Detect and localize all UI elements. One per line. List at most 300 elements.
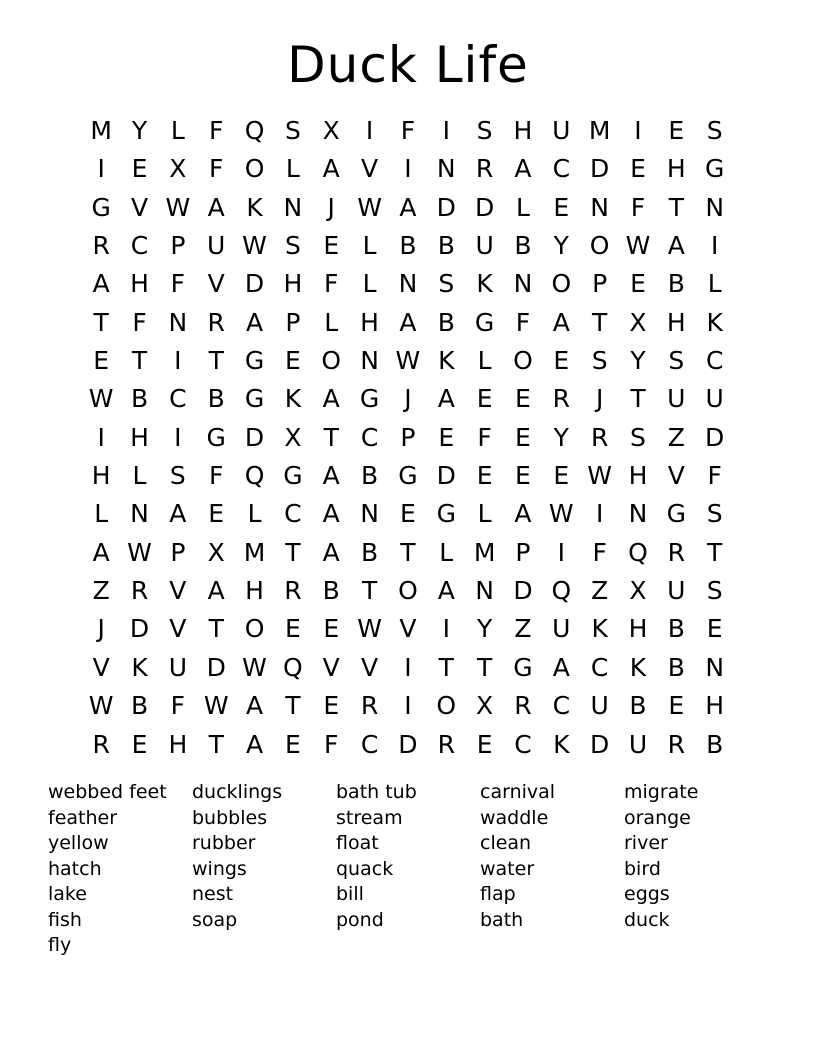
word-bank-item: duck xyxy=(624,908,670,931)
grid-letter: B xyxy=(667,652,685,682)
grid-letter: I xyxy=(442,116,450,145)
grid-letter: V xyxy=(361,154,379,184)
grid-letter: R xyxy=(667,729,686,759)
grid-letter: B xyxy=(629,691,647,721)
grid-letter: V xyxy=(322,652,340,682)
grid-letter: U xyxy=(552,614,571,644)
grid-letter: T xyxy=(400,537,416,567)
grid-letter: M xyxy=(90,116,112,145)
grid-letter: Q xyxy=(244,461,265,491)
grid-letter: S xyxy=(284,231,301,261)
grid-letter: I xyxy=(557,537,565,567)
word-bank-item: stream xyxy=(336,806,403,829)
grid-letter: P xyxy=(592,269,608,299)
grid-letter: B xyxy=(437,231,455,261)
grid-letter: N xyxy=(130,499,149,529)
grid-letter: I xyxy=(97,154,105,184)
grid-letter: E xyxy=(476,461,493,491)
grid-letter: H xyxy=(130,422,149,452)
grid-letter: G xyxy=(704,154,725,184)
grid-letter: H xyxy=(628,614,648,644)
grid-letter: I xyxy=(174,346,182,376)
word-bank-item: fly xyxy=(48,934,72,956)
word-bank-item: river xyxy=(624,832,668,854)
word-bank-item: nest xyxy=(192,883,234,905)
grid-letter: W xyxy=(357,192,382,222)
grid-letter: W xyxy=(625,231,651,261)
grid-letter: H xyxy=(360,307,379,337)
grid-letter: F xyxy=(324,269,339,299)
grid-letter: A xyxy=(322,154,340,184)
grid-letter: G xyxy=(474,307,495,337)
grid-letter: E xyxy=(438,422,455,452)
grid-letter: Z xyxy=(667,422,685,452)
grid-letter: D xyxy=(436,461,456,491)
grid-letter: X xyxy=(169,154,187,184)
grid-letter: E xyxy=(323,231,340,261)
word-bank-item: migrate xyxy=(624,781,699,803)
grid-letter: C xyxy=(705,346,724,376)
grid-letter: L xyxy=(362,269,377,299)
word-bank xyxy=(48,780,768,959)
grid-letter: E xyxy=(553,461,570,491)
grid-letter: F xyxy=(324,729,339,759)
grid-letter: T xyxy=(476,652,493,682)
word-bank-item: flap xyxy=(480,883,516,905)
grid-letter: W xyxy=(357,614,382,644)
grid-letter: U xyxy=(705,384,724,414)
grid-letter: T xyxy=(323,422,339,452)
word-bank-item: bath tub xyxy=(336,781,417,803)
word-bank-item: water xyxy=(480,857,535,880)
grid-letter: W xyxy=(395,346,421,376)
word-bank-item: float xyxy=(336,832,379,854)
grid-letter: E xyxy=(131,729,148,759)
grid-letter: W xyxy=(587,461,612,491)
grid-letter: R xyxy=(475,154,494,184)
grid-letter: A xyxy=(92,537,110,567)
grid-letter: L xyxy=(515,192,530,222)
grid-letter: X xyxy=(629,307,647,337)
grid-letter: V xyxy=(169,576,187,606)
grid-letter: Q xyxy=(244,116,265,145)
grid-letter: U xyxy=(628,729,648,759)
grid-letter: O xyxy=(244,154,265,184)
grid-letter: A xyxy=(552,652,570,682)
grid-letter: L xyxy=(324,307,339,337)
grid-letter: E xyxy=(284,346,301,376)
grid-letter: F xyxy=(209,154,224,184)
grid-letter: F xyxy=(707,461,722,491)
grid-letter: H xyxy=(513,116,533,145)
grid-letter: E xyxy=(553,192,570,222)
grid-letter: I xyxy=(634,116,642,145)
grid-letter: F xyxy=(477,422,492,452)
grid-letter: Z xyxy=(591,576,609,606)
grid-letter: R xyxy=(92,231,110,261)
grid-letter: R xyxy=(552,384,570,414)
grid-letter: P xyxy=(285,307,301,337)
grid-letter: Q xyxy=(283,652,303,682)
grid-letter: T xyxy=(208,729,224,759)
grid-letter: L xyxy=(439,537,454,567)
grid-letter: W xyxy=(88,384,114,414)
grid-letter: X xyxy=(476,691,494,721)
grid-letter: G xyxy=(283,461,303,491)
grid-letter: K xyxy=(284,384,302,414)
grid-letter: A xyxy=(667,231,685,261)
grid-letter: Q xyxy=(551,576,572,606)
word-bank-item: carnival xyxy=(480,781,556,803)
grid-letter: H xyxy=(168,729,188,759)
grid-letter: N xyxy=(590,192,609,222)
grid-letter: A xyxy=(399,192,417,222)
grid-letter: W xyxy=(242,231,267,261)
grid-letter: A xyxy=(207,192,225,222)
grid-letter: N xyxy=(283,192,303,222)
grid-letter: H xyxy=(91,461,111,491)
grid-letter: B xyxy=(207,384,225,414)
grid-letter: Y xyxy=(630,346,646,376)
grid-letter: S xyxy=(706,576,723,606)
grid-letter: N xyxy=(168,307,188,337)
page-title: Duck Life xyxy=(287,36,529,94)
grid-letter: B xyxy=(130,691,149,721)
grid-letter: I xyxy=(174,422,182,452)
grid-letter: G xyxy=(244,346,265,376)
grid-letter: F xyxy=(630,192,646,222)
grid-letter: A xyxy=(245,729,264,759)
word-bank-item: bath xyxy=(480,908,524,931)
grid-letter: T xyxy=(592,307,608,337)
grid-letter: I xyxy=(404,691,412,721)
word-bank-item: orange xyxy=(624,806,691,829)
grid-letter: C xyxy=(552,154,571,184)
grid-letter: O xyxy=(513,346,533,376)
grid-letter: T xyxy=(285,691,301,721)
grid-letter: T xyxy=(707,537,723,567)
grid-letter: A xyxy=(437,576,455,606)
grid-letter: R xyxy=(590,422,609,452)
word-bank-item: quack xyxy=(336,857,394,880)
word-bank-item: rubber xyxy=(192,832,256,854)
grid-letter: G xyxy=(91,192,111,222)
grid-letter: F xyxy=(592,537,607,567)
grid-letter: F xyxy=(170,269,186,299)
grid-letter: S xyxy=(668,346,685,376)
grid-letter: D xyxy=(436,192,456,222)
grid-letter: N xyxy=(705,192,725,222)
grid-letter: E xyxy=(668,116,685,145)
word-bank-item: lake xyxy=(48,883,87,905)
grid-letter: T xyxy=(668,192,684,222)
grid-letter: B xyxy=(361,461,379,491)
grid-letter: C xyxy=(130,231,149,261)
grid-letter: U xyxy=(667,576,686,606)
grid-letter: A xyxy=(245,691,264,721)
grid-letter: D xyxy=(129,614,150,644)
word-bank-item: eggs xyxy=(624,883,670,905)
grid-letter: J xyxy=(595,384,604,414)
grid-letter: V xyxy=(207,269,225,299)
grid-letter: A xyxy=(207,576,225,606)
grid-letter: W xyxy=(203,691,229,721)
grid-letter: U xyxy=(590,691,609,721)
grid-letter: D xyxy=(398,729,418,759)
word-bank-item: feather xyxy=(48,806,118,829)
grid-letter: O xyxy=(244,614,265,644)
grid-letter: Z xyxy=(514,614,532,644)
grid-letter: J xyxy=(404,384,412,414)
grid-letter: U xyxy=(552,116,571,145)
word-bank-item: fish xyxy=(48,908,82,931)
grid-letter: A xyxy=(514,154,532,184)
grid-letter: V xyxy=(92,652,110,682)
grid-letter: K xyxy=(438,346,455,376)
grid-letter: R xyxy=(207,307,225,337)
word-bank-item: pond xyxy=(336,908,384,931)
grid-letter: K xyxy=(476,269,493,299)
grid-letter: D xyxy=(590,729,610,759)
grid-letter: A xyxy=(514,499,532,529)
grid-letter: H xyxy=(283,269,303,299)
word-bank-item: bird xyxy=(624,857,661,880)
word-bank-item: waddle xyxy=(480,806,549,829)
grid-letter: N xyxy=(360,499,379,529)
grid-letter: V xyxy=(130,192,149,222)
grid-letter: U xyxy=(475,231,494,261)
grid-letter: E xyxy=(476,384,493,414)
grid-letter: M xyxy=(588,116,611,145)
grid-letter: F xyxy=(209,116,224,145)
grid-letter: M xyxy=(473,537,496,567)
grid-letter: S xyxy=(169,461,186,491)
grid-letter: L xyxy=(285,154,300,184)
grid-letter: E xyxy=(131,154,148,184)
grid-letter: I xyxy=(97,422,105,452)
grid-letter: S xyxy=(706,116,723,145)
grid-letter: N xyxy=(475,576,494,606)
grid-letter: E xyxy=(400,499,416,529)
grid-letter: M xyxy=(243,537,266,567)
grid-letter: R xyxy=(130,576,149,606)
grid-letter: F xyxy=(400,116,416,145)
grid-letter: E xyxy=(208,499,225,529)
word-bank-item: clean xyxy=(480,832,532,854)
grid-letter: S xyxy=(476,116,493,145)
grid-letter: F xyxy=(132,307,147,337)
word-bank-item: webbed feet xyxy=(48,781,167,803)
grid-letter: A xyxy=(552,307,570,337)
grid-letter: D xyxy=(590,154,610,184)
grid-letter: N xyxy=(398,269,418,299)
grid-letter: S xyxy=(438,269,455,299)
grid-letter: R xyxy=(667,537,686,567)
grid-letter: O xyxy=(551,269,572,299)
grid-letter: N xyxy=(436,154,456,184)
grid-letter: B xyxy=(667,614,685,644)
word-bank-item: bill xyxy=(336,883,364,905)
grid-letter: E xyxy=(630,154,646,184)
grid-letter: C xyxy=(552,691,571,721)
grid-letter: S xyxy=(284,116,301,145)
grid-letter: E xyxy=(284,614,301,644)
grid-letter: B xyxy=(399,231,417,261)
grid-letter: F xyxy=(209,461,224,491)
grid-letter: D xyxy=(513,576,533,606)
grid-letter: G xyxy=(513,652,533,682)
grid-letter: H xyxy=(130,269,149,299)
grid-letter: V xyxy=(361,652,379,682)
grid-letter: C xyxy=(360,729,379,759)
grid-letter: L xyxy=(132,461,147,491)
grid-letter: I xyxy=(365,116,374,145)
grid-letter: Y xyxy=(553,231,569,261)
grid-letter: N xyxy=(628,499,648,529)
grid-letter: Q xyxy=(628,537,648,567)
grid-letter: I xyxy=(710,231,719,261)
grid-letter: A xyxy=(322,384,340,414)
grid-letter: X xyxy=(322,116,340,145)
grid-letter: G xyxy=(359,384,380,414)
grid-letter: K xyxy=(706,307,723,337)
grid-letter: G xyxy=(206,422,226,452)
grid-letter: K xyxy=(553,729,570,759)
grid-letter: B xyxy=(437,307,455,337)
grid-letter: O xyxy=(436,691,457,721)
grid-letter: T xyxy=(131,346,148,376)
grid-letter: W xyxy=(127,537,152,567)
grid-letter: C xyxy=(169,384,187,414)
grid-letter: L xyxy=(477,499,492,529)
grid-letter: W xyxy=(242,652,267,682)
grid-letter: S xyxy=(591,346,608,376)
grid-letter: D xyxy=(705,422,725,452)
grid-letter: B xyxy=(706,729,724,759)
grid-letter: T xyxy=(361,576,378,606)
grid-letter: Y xyxy=(553,422,569,452)
grid-letter: K xyxy=(246,192,263,222)
grid-letter: I xyxy=(442,614,450,644)
grid-letter: E xyxy=(323,614,340,644)
letter-grid xyxy=(82,112,734,764)
grid-letter: O xyxy=(321,346,342,376)
grid-letter: G xyxy=(436,499,456,529)
grid-letter: I xyxy=(404,154,412,184)
grid-letter: W xyxy=(548,499,574,529)
grid-letter: H xyxy=(628,461,648,491)
grid-letter: S xyxy=(706,499,723,529)
grid-letter: X xyxy=(284,422,302,452)
grid-letter: L xyxy=(362,231,377,261)
grid-letter: N xyxy=(705,652,725,682)
grid-letter: K xyxy=(131,652,148,682)
grid-letter: L xyxy=(94,499,109,529)
grid-letter: R xyxy=(514,691,532,721)
grid-letter: V xyxy=(399,614,417,644)
grid-letter: E xyxy=(476,729,493,759)
grid-letter: A xyxy=(399,307,417,337)
grid-letter: I xyxy=(595,499,604,529)
grid-letter: E xyxy=(93,346,110,376)
grid-letter: X xyxy=(629,576,647,606)
grid-letter: E xyxy=(323,691,340,721)
grid-letter: P xyxy=(400,422,416,452)
grid-letter: A xyxy=(245,307,264,337)
grid-letter: E xyxy=(553,346,570,376)
word-bank-item: wings xyxy=(192,857,247,880)
grid-letter: T xyxy=(208,346,224,376)
grid-letter: Y xyxy=(476,614,493,644)
grid-letter: T xyxy=(208,614,224,644)
grid-letter: D xyxy=(244,269,265,299)
grid-letter: R xyxy=(92,729,110,759)
word-bank-item: hatch xyxy=(48,857,102,880)
grid-letter: A xyxy=(322,537,340,567)
grid-letter: L xyxy=(247,499,262,529)
grid-letter: O xyxy=(398,576,418,606)
grid-letter: I xyxy=(404,652,412,682)
grid-letter: H xyxy=(245,576,264,606)
grid-letter: G xyxy=(244,384,265,414)
grid-letter: C xyxy=(284,499,302,529)
grid-letter: E xyxy=(515,461,531,491)
grid-letter: P xyxy=(170,537,186,567)
grid-letter: J xyxy=(327,192,335,222)
grid-letter: T xyxy=(93,307,109,337)
grid-letter: C xyxy=(590,652,609,682)
grid-letter: A xyxy=(437,384,455,414)
word-bank-item: yellow xyxy=(48,832,109,854)
grid-letter: V xyxy=(169,614,187,644)
grid-letter: E xyxy=(515,422,531,452)
grid-letter: A xyxy=(169,499,187,529)
grid-letter: A xyxy=(92,269,110,299)
grid-letter: U xyxy=(168,652,188,682)
word-bank-item: bubbles xyxy=(192,806,268,829)
grid-letter: E xyxy=(706,614,723,644)
grid-letter: S xyxy=(630,422,646,452)
grid-letter: D xyxy=(474,192,495,222)
grid-letter: N xyxy=(513,269,533,299)
grid-letter: E xyxy=(630,269,646,299)
grid-letter: X xyxy=(207,537,225,567)
grid-letter: H xyxy=(666,154,686,184)
grid-letter: U xyxy=(667,384,686,414)
grid-letter: N xyxy=(360,346,379,376)
grid-letter: K xyxy=(591,614,608,644)
grid-letter: Z xyxy=(92,576,110,606)
grid-letter: F xyxy=(515,307,531,337)
grid-letter: W xyxy=(88,691,114,721)
grid-letter: O xyxy=(589,231,610,261)
grid-letter: L xyxy=(477,346,492,376)
grid-letter: U xyxy=(207,231,226,261)
grid-letter: D xyxy=(244,422,265,452)
grid-letter: J xyxy=(97,614,105,644)
grid-letter: W xyxy=(165,192,191,222)
word-bank-item: soap xyxy=(192,908,238,931)
grid-letter: F xyxy=(170,691,186,721)
grid-letter: L xyxy=(170,116,185,145)
grid-letter: B xyxy=(361,537,379,567)
grid-letter: T xyxy=(630,384,646,414)
grid-letter: R xyxy=(437,729,455,759)
grid-letter: C xyxy=(360,422,379,452)
grid-letter: B xyxy=(322,576,340,606)
grid-letter: A xyxy=(322,499,340,529)
grid-letter: E xyxy=(515,384,531,414)
